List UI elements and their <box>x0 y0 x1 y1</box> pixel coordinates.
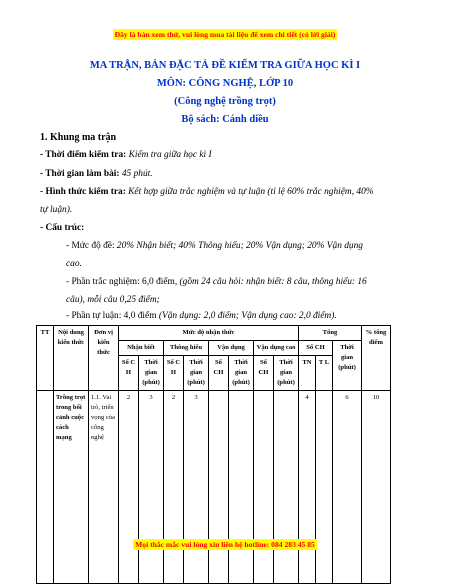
doc-title-line1: MA TRẬN, BẢN ĐẶC TẢ ĐỀ KIỂM TRA GIỮA HỌC KÌ I <box>89 60 361 71</box>
row1-unit: 1.1. Vai trò, triển vọng của công nghệ <box>89 391 119 584</box>
header-th: Thông hiểu <box>164 341 209 356</box>
duration-value: 45 phút. <box>121 169 153 179</box>
row1-content: Trồng trọt trong bối cảnh cuộc cách mạng <box>54 391 89 584</box>
row1-tn: 4 <box>299 391 316 584</box>
row1-th-ch: 2 <box>164 391 184 584</box>
duration-label: - Thời gian làm bài: <box>40 169 120 179</box>
row1-total-time: 6 <box>333 391 362 584</box>
header-so-ch: Số CH <box>299 341 333 356</box>
bottom-banner-text: Mọi thắc mắc vui lòng xin liên hệ hotline: 084 283 45 85 <box>135 540 315 549</box>
row1-vdc-time <box>274 391 299 584</box>
exam-time-value: Kiểm tra giữa học kì I <box>128 150 212 160</box>
header-tt: TT <box>37 326 54 391</box>
header-vd: Vận dụng <box>209 341 254 356</box>
row1-vd-ch <box>209 391 229 584</box>
header-th-so-ch: Số C H <box>164 356 184 391</box>
row1-vd-time <box>229 391 254 584</box>
header-vdc-time: Thời gian (phút) <box>274 356 299 391</box>
header-total-time: Thời gian (phút) <box>333 341 362 391</box>
row1-th-time: 3 <box>184 391 209 584</box>
level-value-2: cao. <box>66 259 82 269</box>
row1-tt <box>37 391 54 584</box>
header-nb-time: Thời gian (phút) <box>139 356 164 391</box>
essay-value: (Vận dụng: 2,0 điểm; Vận dụng cao: 2,0 điểm). <box>158 311 337 321</box>
form-line-2 <box>40 204 72 216</box>
row1-nb-time: 3 <box>139 391 164 584</box>
top-banner <box>0 24 450 42</box>
doc-title-line3: (Công nghệ trồng trọt) <box>174 96 276 107</box>
mc-prefix: - Phần trắc nghiệm: 6,0 điểm, <box>66 277 178 287</box>
row1-tl <box>316 391 333 584</box>
header-vd-time: Thời gian (phút) <box>229 356 254 391</box>
level-prefix: - Mức độ đề: <box>66 241 115 251</box>
essay-prefix: - Phần tự luận: 4,0 điểm <box>66 311 157 321</box>
form-value-1: Kết hợp giữa trắc nghiệm và tự luận (tỉ lệ 60% trắc nghiệm, 40% <box>128 187 374 197</box>
exam-time-label: - Thời điểm kiểm tra: <box>40 150 127 160</box>
duration-line <box>40 168 153 180</box>
header-nb-so-ch: Số C H <box>119 356 139 391</box>
bottom-banner <box>0 534 450 552</box>
structure-label: - Cấu trúc: <box>40 223 85 233</box>
header-tn: TN <box>299 356 316 391</box>
mc-value-2: câu), mỗi câu 0,25 điểm; <box>66 295 160 305</box>
doc-title-line4: Bộ sách: Cánh diều <box>181 114 269 125</box>
top-banner-text: Đây là bản xem thử, vui lòng mua tài liệu để xem chi tiết (có lời giải) <box>114 30 336 39</box>
level-value-1: 20% Nhận biết; 40% Thông hiểu; 20% Vận dụng; 20% Vận dụng <box>116 241 363 251</box>
row1-vdc-ch <box>254 391 274 584</box>
essay-line <box>66 310 337 322</box>
table-row <box>37 391 391 584</box>
exam-time-line <box>40 149 212 161</box>
row1-nb-ch: 2 <box>119 391 139 584</box>
mc-line-2 <box>66 294 160 306</box>
header-th-time: Thời gian (phút) <box>184 356 209 391</box>
form-line <box>40 186 374 198</box>
form-value-2: tự luận). <box>40 205 73 215</box>
header-vdc-so-ch: Số CH <box>254 356 274 391</box>
mc-value-1: (gồm 24 câu hỏi: nhận biết: 8 câu, thông hiểu: 16 <box>179 277 367 287</box>
header-vd-so-ch: Số CH <box>209 356 229 391</box>
header-content: Nội dung kiến thức <box>54 326 89 391</box>
header-nb: Nhận biết <box>119 341 164 356</box>
mc-line <box>66 276 367 288</box>
header-vdc: Vận dụng cao <box>254 341 299 356</box>
header-unit: Đơn vị kiến thức <box>89 326 119 391</box>
structure-line <box>40 222 84 234</box>
level-line <box>66 240 363 252</box>
section-heading: 1. Khung ma trận <box>40 132 117 143</box>
header-percent: % tổng điểm <box>362 326 391 391</box>
level-line-2 <box>66 258 82 270</box>
doc-title-line2: MÔN: CÔNG NGHỆ, LỚP 10 <box>156 78 294 89</box>
form-label: - Hình thức kiểm tra: <box>40 187 126 197</box>
row1-percent: 10 <box>362 391 391 584</box>
header-total: Tổng <box>299 326 362 341</box>
header-tl: T L <box>316 356 333 391</box>
header-level: Mức độ nhận thức <box>119 326 299 341</box>
